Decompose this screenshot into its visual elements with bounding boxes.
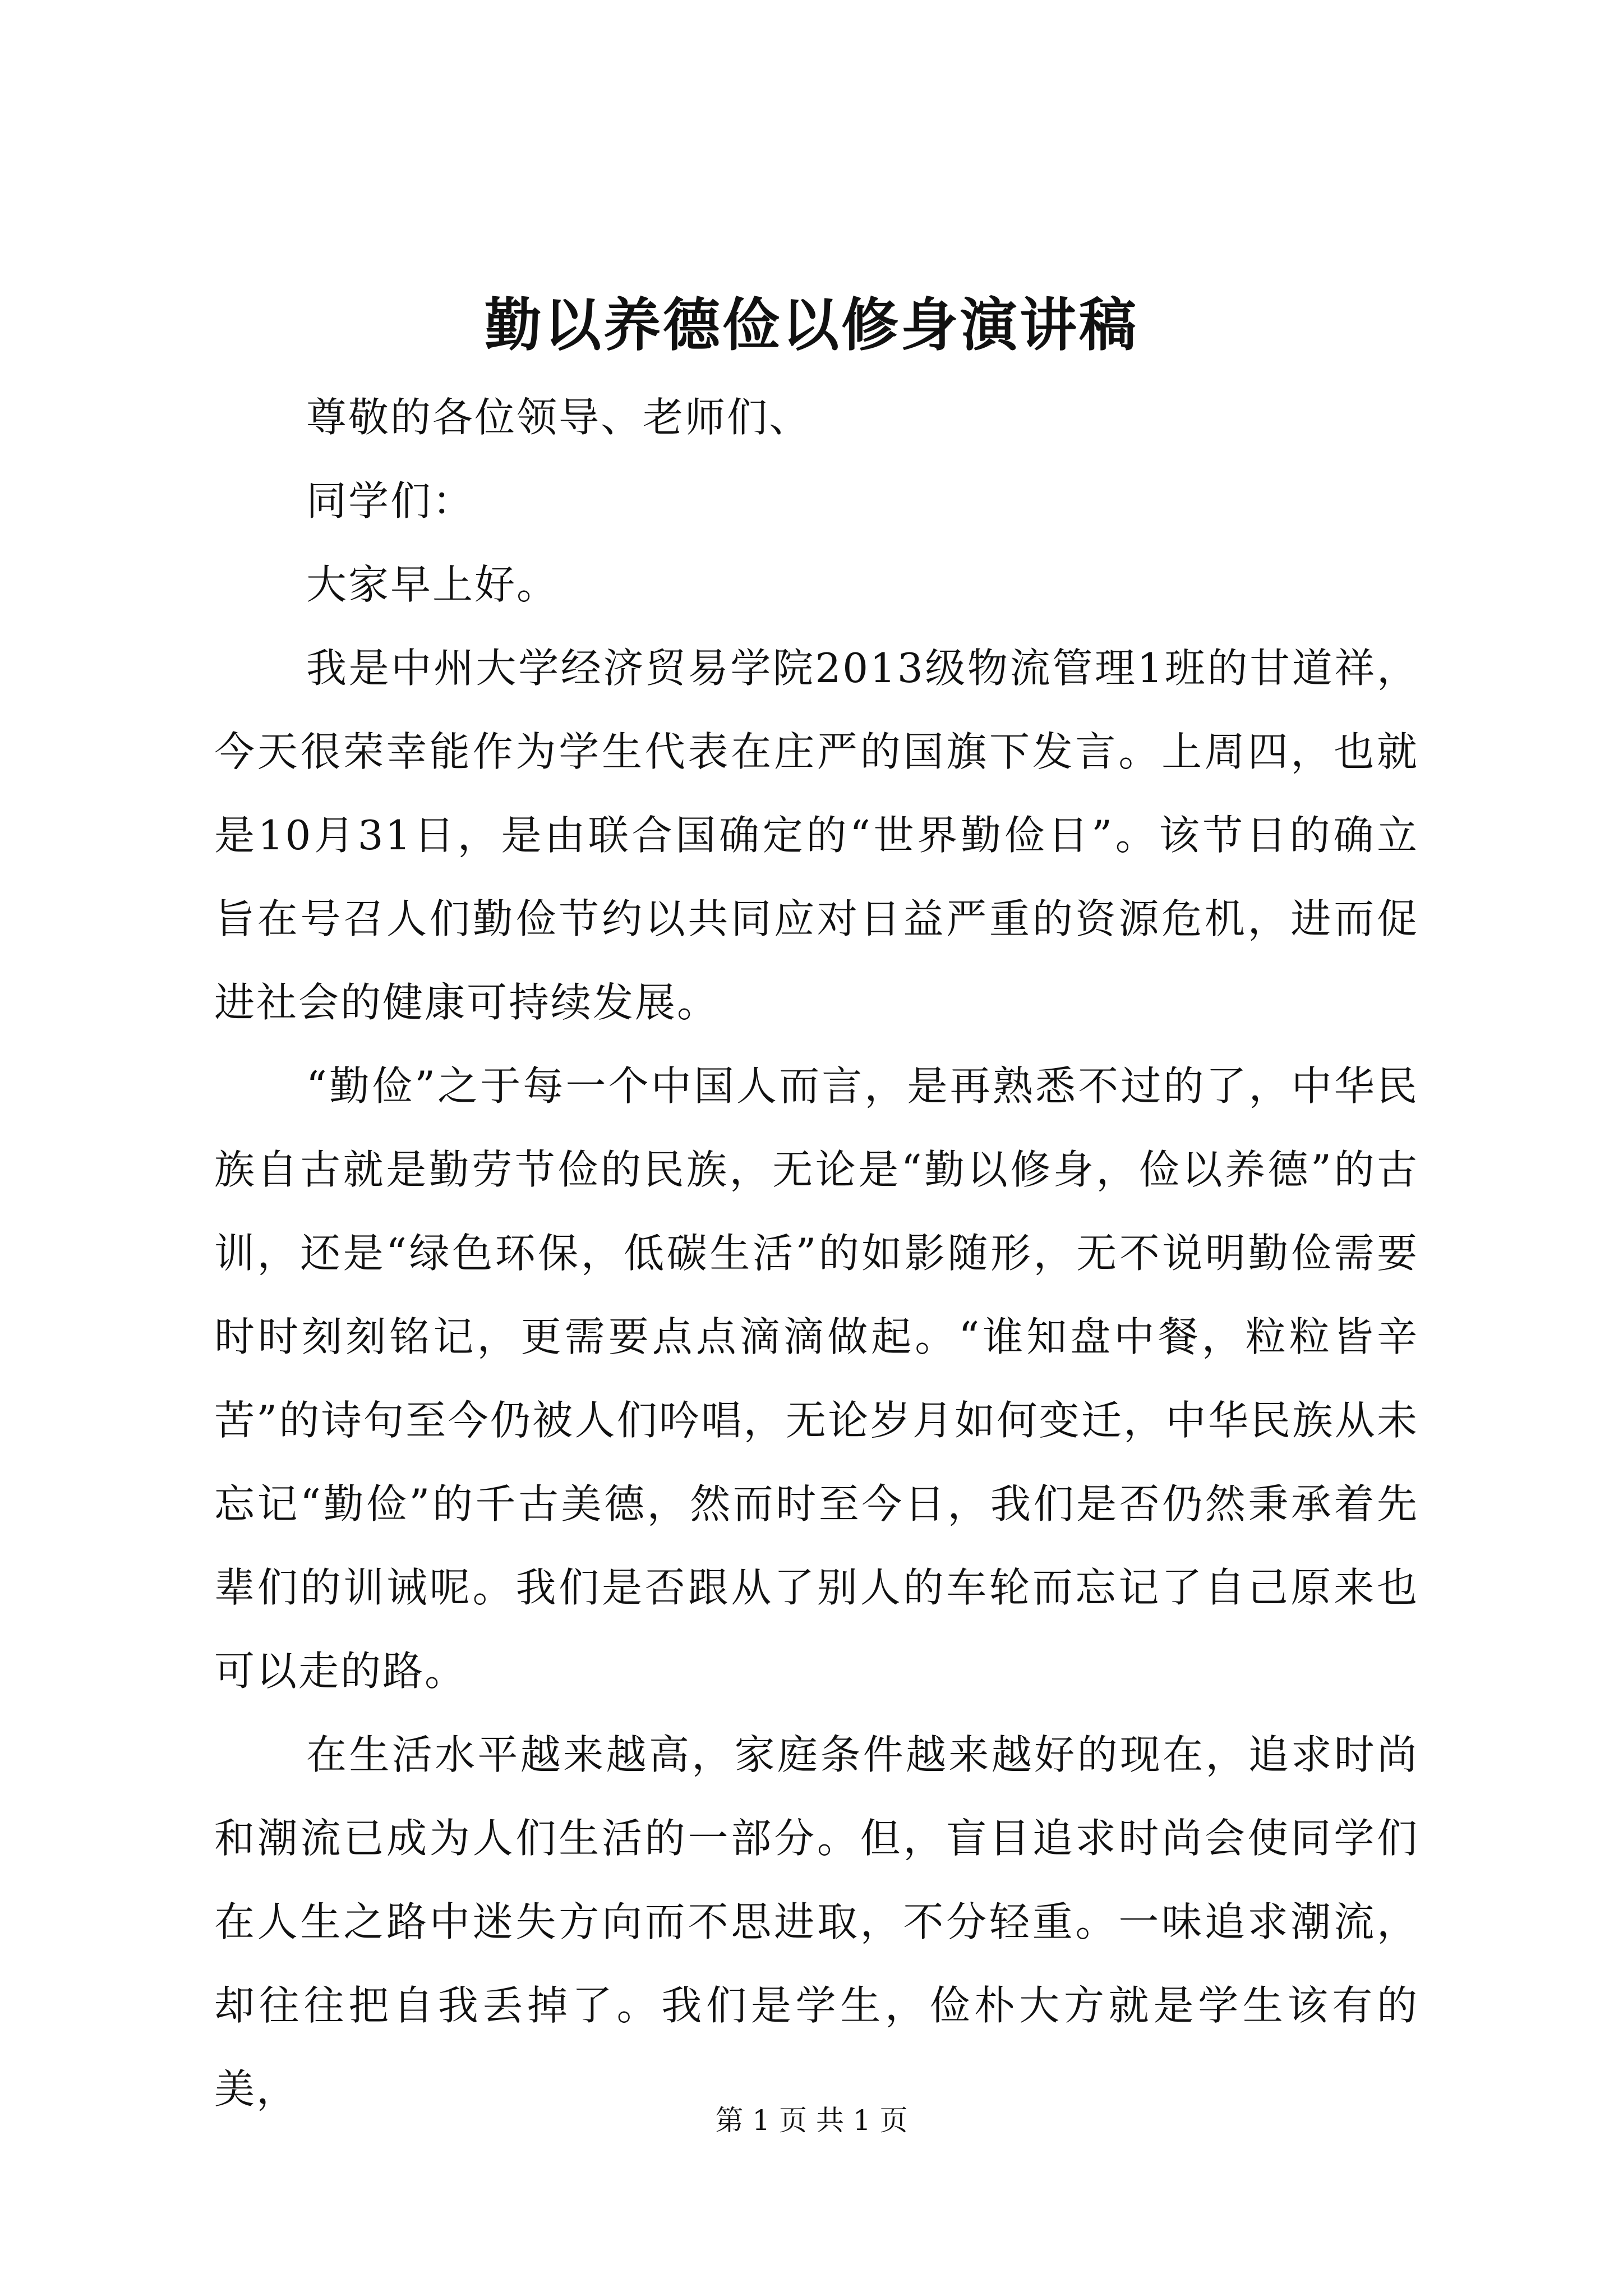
paragraph-greeting: 大家早上好。 (306, 561, 559, 608)
document-title: 勤以养德俭以修身演讲稿 (485, 292, 1138, 359)
page-number-footer: 第 1 页 共 1 页 (715, 2104, 908, 2137)
paragraph-thrift-tradition: “勤俭”之于每一个中国人而言，是再熟悉不过的了，中华民族自古就是勤劳节俭的民族，无论是“勤以修身，俭以养德”的古训，还是“绿色环保，低碳生活”的如影随形，无不说明勤俭需要时时刻刻铭记，更需要点点滴滴做起。“谁知盘中餐，粒粒皆辛苦”的诗句至今仍被人们吟唱，无论岁月如何变迁，中华民族从未忘记“勤俭”的千古美德，然而时至今日，我们是否仍然秉承着先辈们的训诫呢。我们是否跟从了别人的车轮而忘记了自己原来也可以走的路。 (214, 1062, 1419, 1695)
paragraph-salutation-1: 尊敬的各位领导、老师们、 (306, 394, 811, 441)
paragraph-fashion-trend: 在生活水平越来越高，家庭条件越来越好的现在，追求时尚和潮流已成为人们生活的一部分。但，盲目追求时尚会使同学们在人生之路中迷失方向而不思进取，不分轻重。一味追求潮流，却往往把自我丢掉了。我们是学生，俭朴大方就是学生该有的美， (214, 1731, 1419, 2113)
document-body (214, 376, 1419, 2131)
paragraph-introduction: 我是中州大学经济贸易学院2013级物流管理1班的甘道祥，今天很荣幸能作为学生代表在庄严的国旗下发言。上周四，也就是10月31日，是由联合国确定的“世界勤俭日”。该节日的确立旨在号召人们勤俭节约以共同应对日益严重的资源危机，进而促进社会的健康可持续发展。 (214, 645, 1419, 1026)
paragraph-salutation-2: 同学们： (306, 477, 475, 524)
